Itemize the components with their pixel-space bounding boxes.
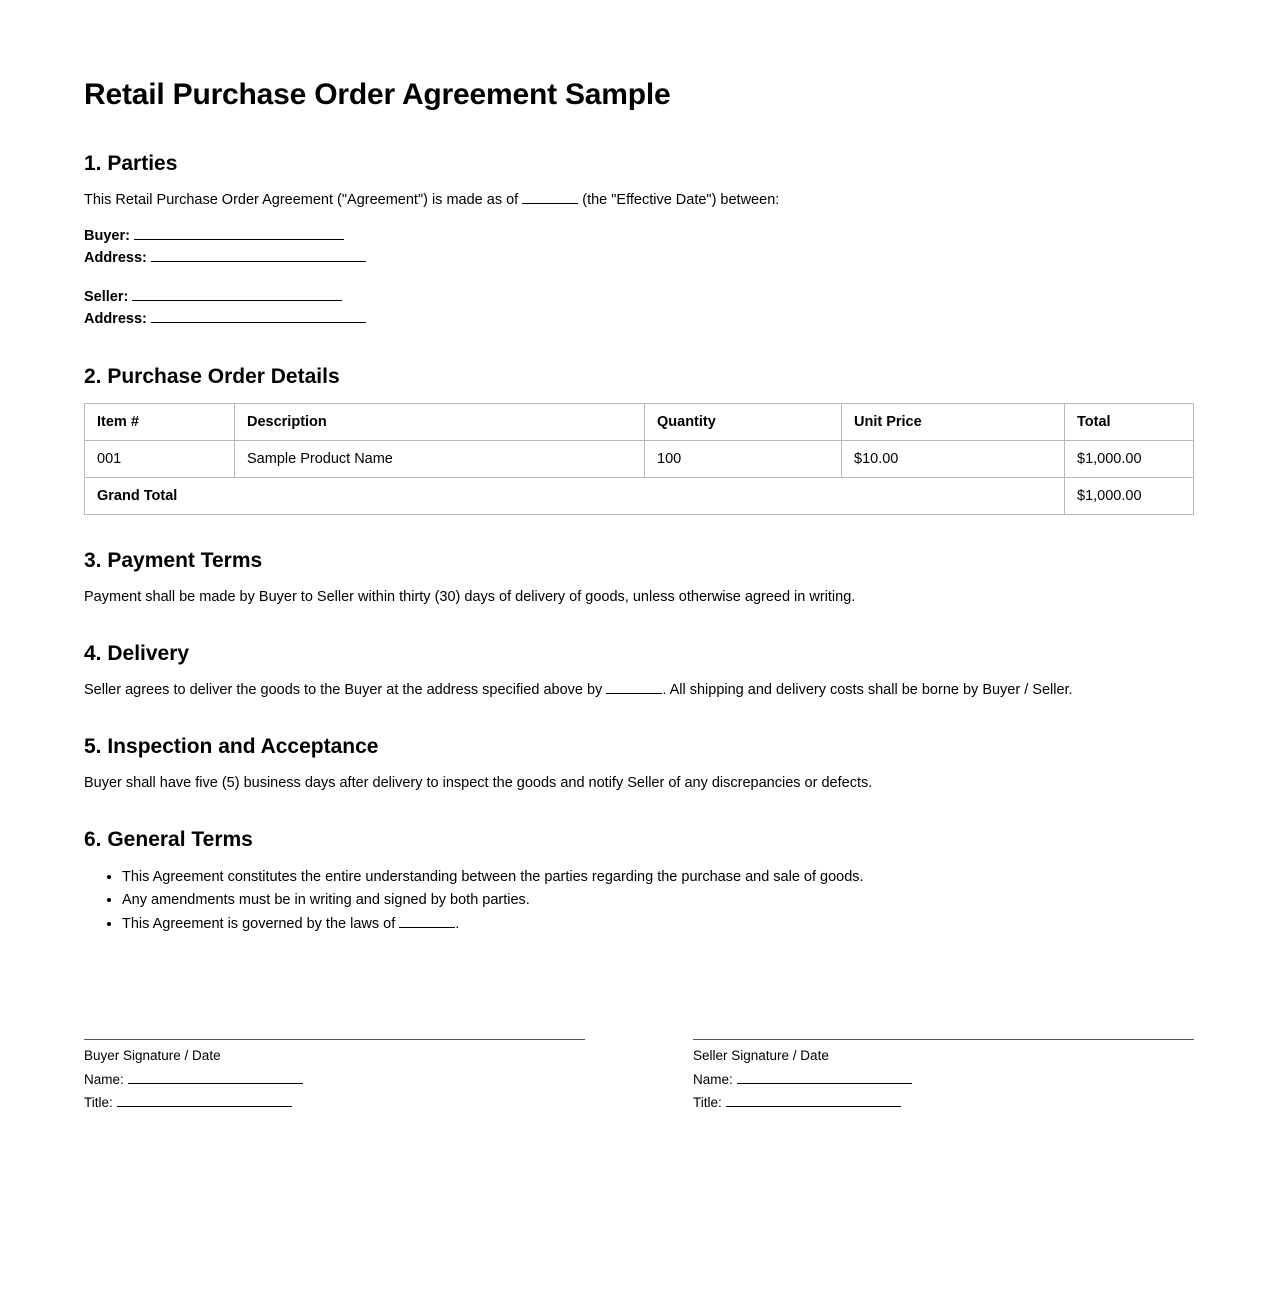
seller-name-field-blank[interactable] bbox=[737, 1083, 912, 1084]
table-header-row bbox=[85, 403, 1194, 440]
buyer-address-blank[interactable] bbox=[151, 261, 366, 262]
seller-block bbox=[84, 286, 1194, 331]
buyer-signature-line[interactable] bbox=[84, 1039, 585, 1040]
section-general-terms-heading: 6. General Terms bbox=[84, 827, 253, 851]
buyer-signature-caption: Buyer Signature / Date bbox=[84, 1048, 221, 1064]
buyer-title-field bbox=[84, 1092, 585, 1115]
section-delivery-heading: 4. Delivery bbox=[84, 641, 190, 665]
grand-total-label: Grand Total bbox=[85, 477, 1065, 514]
section-payment-terms-heading: 3. Payment Terms bbox=[84, 548, 263, 572]
cell-quantity: 100 bbox=[645, 440, 842, 477]
section-parties bbox=[84, 152, 1194, 331]
general-terms-list bbox=[84, 866, 1194, 935]
cell-total: $1,000.00 bbox=[1065, 440, 1194, 477]
seller-name-field bbox=[693, 1069, 1194, 1092]
governing-law-blank[interactable] bbox=[399, 927, 455, 928]
list-item: • This Agreement constitutes the entire understanding between the parties regarding the purchase and sale of goods. bbox=[122, 866, 1194, 888]
signature-area bbox=[84, 1039, 1194, 1115]
column-header-unit-price: Unit Price bbox=[842, 403, 1065, 440]
seller-title-field-label: Title: bbox=[693, 1095, 722, 1111]
section-inspection-heading: 5. Inspection and Acceptance bbox=[84, 734, 379, 758]
buyer-name-field-blank[interactable] bbox=[128, 1083, 303, 1084]
cell-item: 001 bbox=[85, 440, 235, 477]
seller-name-field-label: Name: bbox=[693, 1072, 733, 1088]
parties-intro-before: This Retail Purchase Order Agreement ("Agreement") is made as of bbox=[84, 192, 519, 208]
section-inspection bbox=[84, 735, 1194, 794]
governing-law-before: This Agreement is governed by the laws of bbox=[122, 915, 396, 932]
seller-address-label: Address: bbox=[84, 311, 147, 328]
purchase-order-table bbox=[84, 403, 1194, 515]
column-header-description: Description bbox=[235, 403, 645, 440]
column-header-quantity: Quantity bbox=[645, 403, 842, 440]
buyer-address-row bbox=[84, 247, 1194, 269]
seller-signature-caption: Seller Signature / Date bbox=[693, 1048, 829, 1064]
delivery-text bbox=[84, 680, 1194, 701]
buyer-name-field-label: Name: bbox=[84, 1072, 124, 1088]
page-title: Retail Purchase Order Agreement Sample bbox=[84, 78, 671, 111]
list-item: • Any amendments must be in writing and signed by both parties. bbox=[122, 889, 1194, 911]
payment-terms-text: Payment shall be made by Buyer to Seller within thirty (30) days of delivery of goods, unless otherwise agreed in writing. bbox=[84, 588, 856, 605]
delivery-date-blank[interactable] bbox=[606, 693, 662, 694]
delivery-text-before: Seller agrees to deliver the goods to the Buyer at the address specified above by bbox=[84, 681, 603, 698]
seller-title-field bbox=[693, 1092, 1194, 1115]
buyer-title-field-blank[interactable] bbox=[117, 1106, 292, 1107]
seller-address-blank[interactable] bbox=[151, 322, 366, 323]
seller-address-row bbox=[84, 308, 1194, 330]
section-parties-heading: 1. Parties bbox=[84, 152, 178, 175]
parties-intro-after: (the "Effective Date") between: bbox=[582, 192, 780, 208]
buyer-name-row bbox=[84, 225, 1194, 247]
buyer-name-field bbox=[84, 1069, 585, 1092]
cell-unit-price: $10.00 bbox=[842, 440, 1065, 477]
delivery-text-after: . All shipping and delivery costs shall be borne by Buyer / Seller. bbox=[662, 681, 1073, 698]
section-order-details bbox=[84, 365, 1194, 515]
buyer-signature-block bbox=[84, 1039, 585, 1115]
section-general-terms bbox=[84, 828, 1194, 935]
buyer-title-field-label: Title: bbox=[84, 1095, 113, 1111]
table-row bbox=[85, 440, 1194, 477]
seller-name-blank[interactable] bbox=[132, 300, 342, 301]
seller-signature-line[interactable] bbox=[693, 1039, 1194, 1040]
column-header-total: Total bbox=[1065, 403, 1194, 440]
parties-intro bbox=[84, 190, 1194, 211]
list-item bbox=[122, 913, 1194, 935]
section-order-details-heading: 2. Purchase Order Details bbox=[84, 364, 340, 388]
inspection-text: Buyer shall have five (5) business days after delivery to inspect the goods and notify Seller of any discrepancies or defects. bbox=[84, 774, 873, 791]
column-header-item: Item # bbox=[85, 403, 235, 440]
seller-name-row bbox=[84, 286, 1194, 308]
buyer-label: Buyer: bbox=[84, 228, 130, 245]
governing-law-after: . bbox=[455, 915, 460, 932]
seller-signature-block bbox=[693, 1039, 1194, 1115]
section-delivery bbox=[84, 642, 1194, 701]
seller-title-field-blank[interactable] bbox=[726, 1106, 901, 1107]
buyer-block bbox=[84, 225, 1194, 270]
buyer-name-blank[interactable] bbox=[134, 239, 344, 240]
effective-date-blank[interactable] bbox=[522, 203, 578, 204]
section-payment-terms bbox=[84, 549, 1194, 608]
grand-total-value: $1,000.00 bbox=[1065, 477, 1194, 514]
seller-label: Seller: bbox=[84, 288, 129, 305]
grand-total-row bbox=[85, 477, 1194, 514]
buyer-address-label: Address: bbox=[84, 250, 147, 267]
cell-description: Sample Product Name bbox=[235, 440, 645, 477]
